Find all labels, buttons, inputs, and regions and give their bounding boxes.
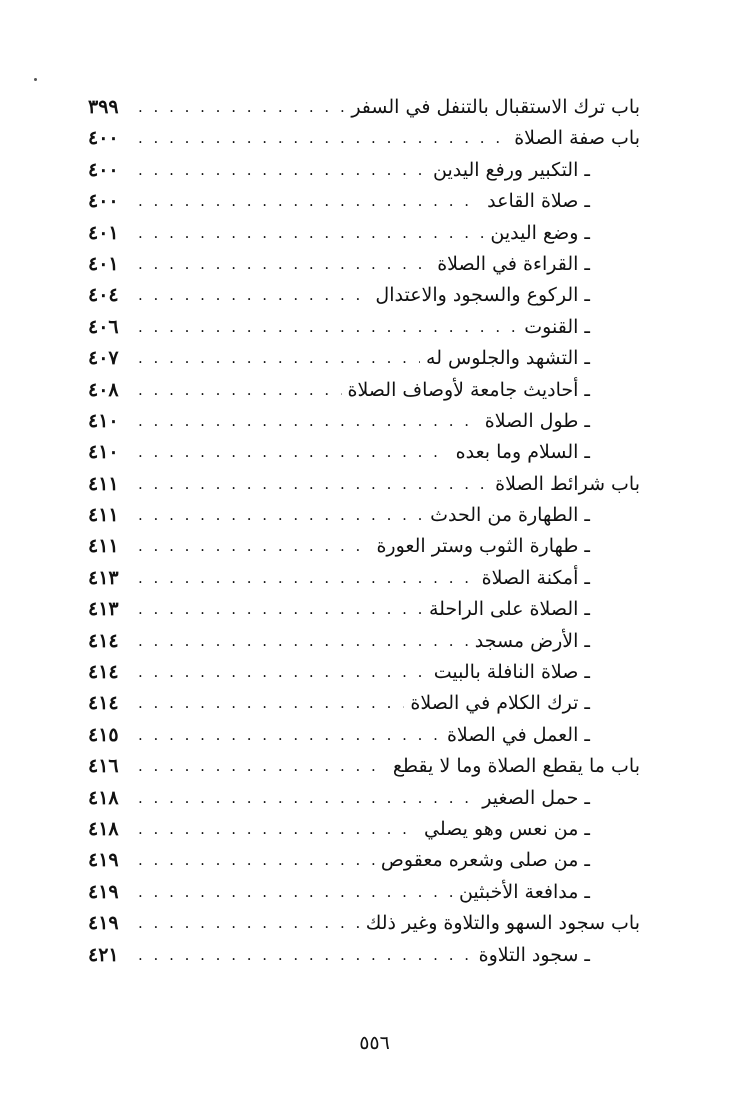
dot-leader (138, 563, 476, 594)
dot-leader (138, 940, 473, 971)
toc-entry-page: ٤٠٠ (88, 158, 119, 181)
toc-entry-title: ـ القراءة في الصلاة (437, 252, 590, 275)
toc-entry-title: ـ الأرض مسجد (474, 629, 590, 652)
toc-entry-page: ٤١٩ (88, 849, 119, 872)
toc-subentry (88, 186, 640, 217)
toc-entry-page: ٤١٩ (88, 912, 119, 935)
dot-leader (138, 657, 428, 688)
toc-subentry (88, 218, 640, 249)
toc-entry-title: ـ مدافعة الأخبثين (458, 880, 590, 903)
dot-leader (138, 92, 345, 123)
toc-entry-title: ـ حمل الصغير (482, 786, 590, 809)
toc-entry-page: ٣٩٩ (88, 95, 119, 118)
toc-chapter-entry (88, 469, 640, 500)
dot-leader (138, 312, 518, 343)
toc-entry-title: ـ السلام وما بعده (455, 441, 590, 464)
toc-entry-page: ٤١٤ (88, 661, 119, 684)
toc-subentry (88, 155, 640, 186)
toc-subentry (88, 343, 640, 374)
page-number: ٥٥٦ (359, 1032, 390, 1054)
toc-subentry (88, 877, 640, 908)
dot-leader (138, 594, 423, 625)
toc-subentry (88, 531, 640, 562)
toc-entry-title: ـ طهارة الثوب وستر العورة (376, 535, 590, 558)
toc-entry-page: ٤١١ (88, 472, 119, 495)
dot-leader (138, 406, 479, 437)
toc-subentry (88, 437, 640, 468)
toc-entry-title: ـ الطهارة من الحدث (430, 504, 590, 527)
dot-leader (138, 375, 342, 406)
toc-subentry (88, 280, 640, 311)
toc-entry-title: باب شرائط الصلاة (495, 472, 640, 495)
dot-leader (138, 751, 387, 782)
toc-subentry (88, 249, 640, 280)
toc-entry-page: ٤١٠ (88, 441, 119, 464)
dot-leader (138, 155, 427, 186)
dot-leader (138, 688, 404, 719)
toc-subentry (88, 845, 640, 876)
dot-leader (138, 249, 431, 280)
toc-entry-title: ـ صلاة القاعد (487, 190, 590, 213)
toc-entry-page: ٤١٤ (88, 692, 119, 715)
toc-entry-page: ٤١٨ (88, 786, 119, 809)
dot-leader (138, 469, 489, 500)
toc-entry-title: ـ صلاة النافلة بالبيت (433, 661, 590, 684)
toc-entry-title: باب سجود السهو والتلاوة وغير ذلك (365, 912, 640, 935)
toc-subentry (88, 500, 640, 531)
toc-entry-page: ٤٠٠ (88, 127, 119, 150)
toc-subentry (88, 594, 640, 625)
dot-leader (138, 845, 375, 876)
toc-entry-title: ـ من صلى وشعره معقوص (380, 849, 590, 872)
toc-entry-title: ـ طول الصلاة (484, 409, 590, 432)
toc-entry-page: ٤٢١ (88, 943, 119, 966)
toc-subentry (88, 563, 640, 594)
dot-leader (138, 280, 369, 311)
toc-entry-title: ـ أمكنة الصلاة (481, 566, 590, 589)
toc-subentry (88, 657, 640, 688)
toc-entry-title: ـ الصلاة على الراحلة (428, 598, 590, 621)
toc-chapter-entry (88, 751, 640, 782)
dot-leader (138, 877, 453, 908)
toc-entry-page: ٤٠٧ (88, 347, 119, 370)
toc-subentry (88, 375, 640, 406)
toc-subentry (88, 626, 640, 657)
toc-entry-title: ـ من نعس وهو يصلي (424, 817, 590, 840)
toc-entry-page: ٤٠١ (88, 221, 119, 244)
toc-entry-title: ـ التشهد والجلوس له (426, 347, 590, 370)
toc-subentry (88, 940, 640, 971)
toc-entry-title: ـ ترك الكلام في الصلاة (410, 692, 590, 715)
toc-subentry (88, 688, 640, 719)
toc-chapter-entry (88, 92, 640, 123)
toc-subentry (88, 312, 640, 343)
toc-entry-page: ٤١٣ (88, 566, 119, 589)
dot-leader (138, 437, 450, 468)
dot-leader (138, 720, 441, 751)
toc-entry-page: ٤١٩ (88, 880, 119, 903)
toc-entry-page: ٤٠٤ (88, 284, 119, 307)
toc-chapter-entry (88, 908, 640, 939)
toc-entry-title: ـ العمل في الصلاة (446, 723, 590, 746)
toc-entry-title: ـ التكبير ورفع اليدين (432, 158, 590, 181)
toc-subentry (88, 814, 640, 845)
toc-entry-page: ٤٠٠ (88, 190, 119, 213)
dot-leader (138, 343, 420, 374)
toc-chapter-entry (88, 123, 640, 154)
dot-leader (138, 908, 360, 939)
dot-leader (138, 218, 484, 249)
toc-entry-title: ـ الركوع والسجود والاعتدال (375, 284, 590, 307)
toc-subentry (88, 720, 640, 751)
toc-entry-title: باب ما يقطع الصلاة وما لا يقطع (392, 755, 640, 778)
toc-subentry (88, 783, 640, 814)
toc-entry-page: ٤١٤ (88, 629, 119, 652)
toc-entry-page: ٤٠٨ (88, 378, 119, 401)
toc-entry-page: ٤١٨ (88, 817, 119, 840)
toc-entry-page: ٤١٦ (88, 755, 119, 778)
dot-leader (138, 626, 469, 657)
table-of-contents (88, 92, 640, 971)
toc-entry-title: ـ وضع اليدين (490, 221, 590, 244)
toc-subentry (88, 406, 640, 437)
toc-entry-page: ٤٠٦ (88, 315, 119, 338)
dot-leader (138, 500, 424, 531)
toc-entry-page: ٤١٣ (88, 598, 119, 621)
dot-leader (138, 783, 476, 814)
dot-leader (138, 814, 418, 845)
toc-entry-page: ٤١٥ (88, 723, 119, 746)
toc-entry-title: ـ سجود التلاوة (478, 943, 590, 966)
toc-entry-page: ٤١١ (88, 535, 119, 558)
toc-entry-title: باب صفة الصلاة (514, 127, 640, 150)
dot-leader (138, 531, 370, 562)
toc-entry-title: ـ أحاديث جامعة لأوصاف الصلاة (347, 378, 590, 401)
dot-leader (138, 186, 481, 217)
toc-entry-page: ٤١٠ (88, 409, 119, 432)
toc-entry-page: ٤١١ (88, 504, 119, 527)
toc-entry-title: باب ترك الاستقبال بالتنفل في السفر (351, 95, 640, 118)
dot-leader (138, 123, 508, 154)
toc-entry-title: ـ القنوت (524, 315, 590, 338)
toc-entry-page: ٤٠١ (88, 252, 119, 275)
stray-ink-mark (34, 78, 37, 81)
